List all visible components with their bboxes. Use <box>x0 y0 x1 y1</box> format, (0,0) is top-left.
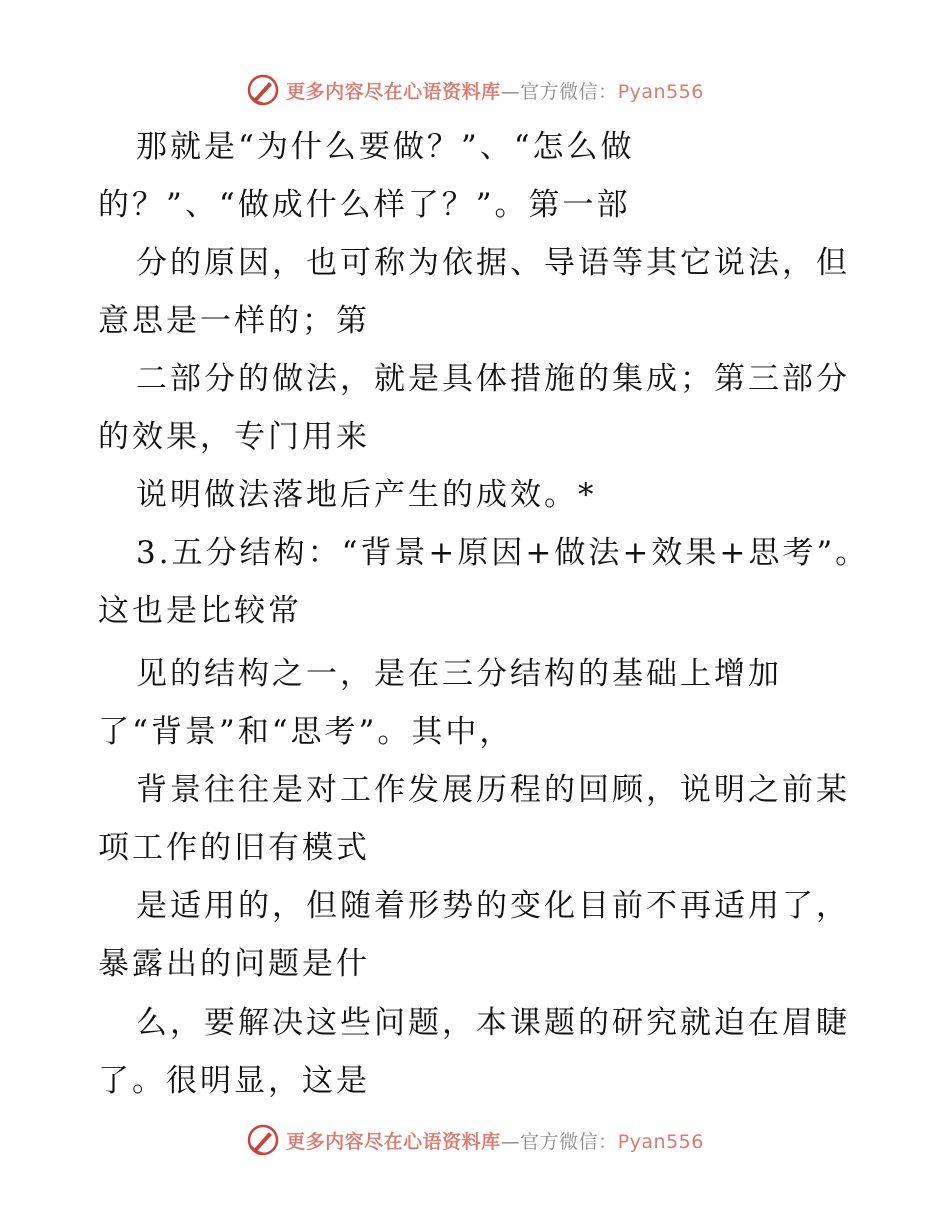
body-line: 是适用的，但随着形势的变化目前不再适用了， <box>136 888 850 924</box>
watermark-separator: — <box>500 1130 521 1153</box>
watermark-official-label: 官方微信： <box>520 80 618 103</box>
body-line: 那就是“为什么要做？”、“怎么做 <box>136 129 635 165</box>
header-watermark <box>0 68 950 112</box>
quill-pen-logo-icon <box>246 1123 280 1157</box>
body-line: 么，要解决这些问题，本课题的研究就迫在眉睫 <box>136 1005 850 1041</box>
watermark-site-text: 更多内容尽在心语资料库 <box>286 80 501 103</box>
body-line: 项工作的旧有模式 <box>98 830 370 866</box>
body-line: 了“背景”和“思考”。其中， <box>98 714 514 750</box>
body-line: 的效果，专门用来 <box>98 419 370 455</box>
watermark-wechat-id: Pyan556 <box>617 80 704 103</box>
watermark-group <box>246 73 704 107</box>
watermark-separator: — <box>500 80 521 103</box>
body-line: 见的结构之一，是在三分结构的基础上增加 <box>136 656 782 692</box>
footer-watermark <box>0 1118 950 1162</box>
watermark-group <box>246 1123 704 1157</box>
body-line: 意思是一样的；第 <box>98 303 370 339</box>
body-line: 这也是比较常 <box>98 593 302 629</box>
body-line: 分的原因，也可称为依据、导语等其它说法，但 <box>136 245 850 281</box>
body-line: 了。很明显，这是 <box>98 1063 370 1099</box>
watermark-wechat-id: Pyan556 <box>617 1130 704 1153</box>
watermark-official-label: 官方微信： <box>520 1130 618 1153</box>
body-line: 说明做法落地后产生的成效。* <box>136 477 597 513</box>
quill-pen-logo-icon <box>246 73 280 107</box>
body-line: 二部分的做法，就是具体措施的集成；第三部分 <box>136 361 850 397</box>
body-line: 3.五分结构：“背景+原因+做法+效果+思考”。 <box>136 535 870 571</box>
watermark-site-text: 更多内容尽在心语资料库 <box>286 1130 501 1153</box>
body-line: 背景往往是对工作发展历程的回顾，说明之前某 <box>136 772 850 808</box>
body-line: 暴露出的问题是什 <box>98 946 370 982</box>
body-line: 的？”、“做成什么样了？”。第一部 <box>98 187 631 223</box>
